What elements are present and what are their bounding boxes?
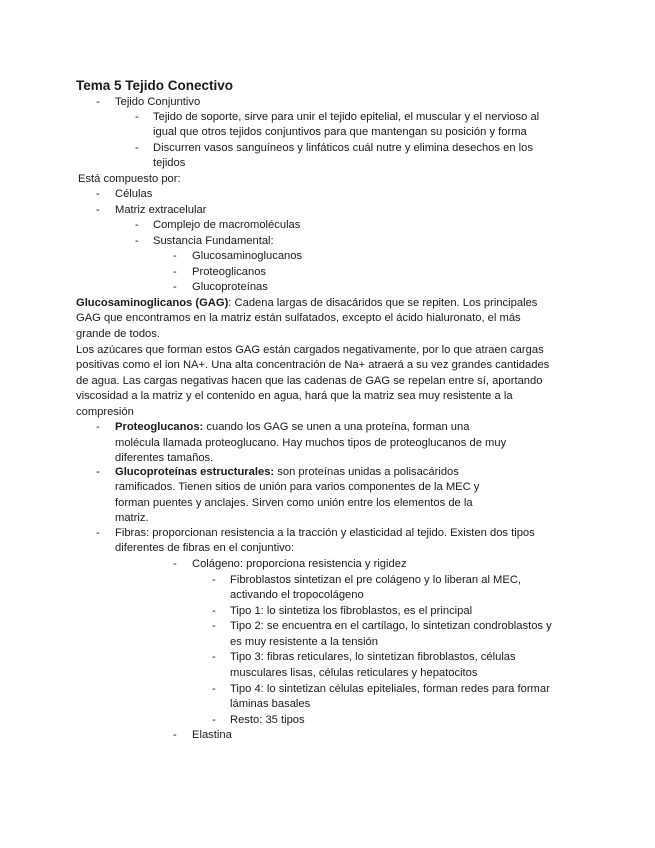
bullet-dash: -: [173, 266, 177, 278]
bullet-dash: -: [173, 281, 177, 293]
list-item-matriz: Matriz extracelular: [115, 204, 207, 216]
glucoproteinas-line: matriz.: [115, 512, 149, 524]
bullet-dash: -: [212, 574, 216, 586]
list-item-elastina: Elastina: [192, 729, 232, 741]
bullet-dash: -: [96, 96, 100, 108]
list-item-colageno: Colágeno: proporciona resistencia y rigidez: [192, 558, 407, 570]
bullet-dash: -: [135, 219, 139, 231]
bullet-dash: -: [135, 142, 139, 154]
glucoproteinas-line: forman puentes y anclajes. Sirven como unión entre los elementos de la: [115, 497, 473, 509]
list-item-text: Tejido de soporte, sirve para unir el tejido epitelial, el muscular y el nervioso al: [153, 111, 540, 123]
compuesto-intro: Está compuesto por:: [78, 173, 181, 185]
list-item-text: igual que otros tejidos conjuntivos para que mantengan su posición y forma: [153, 126, 527, 138]
fibras-line: diferentes de fibras en el conjuntivo:: [115, 542, 295, 554]
colageno-item: Tipo 4: lo sintetizan células epiteliales, forman redes para formar: [230, 683, 550, 695]
bullet-dash: -: [212, 620, 216, 632]
glucoproteinas-line: Glucoproteínas estructurales: son proteínas unidas a polisacáridos: [115, 466, 459, 478]
bullet-dash: -: [135, 111, 139, 123]
colageno-item: activando el tropocolágeno: [230, 589, 364, 601]
gag-term: Glucosaminoglicanos (GAG): [76, 297, 229, 309]
gag-paragraph-line: GAG que encontramos en la matriz están sulfatados, excepto el ácido hialuronato, el más: [76, 312, 521, 324]
proteoglucanos-term: Proteoglucanos:: [115, 421, 204, 433]
proteoglucanos-line: molécula llamada proteoglucano. Hay muchos tipos de proteoglucanos de muy: [115, 437, 507, 449]
proteoglucanos-line: diferentes tamaños.: [115, 452, 214, 464]
bullet-dash: -: [96, 204, 100, 216]
list-item-sub: Glucoproteínas: [192, 281, 268, 293]
list-item-celulas: Células: [115, 188, 153, 200]
bullet-dash: -: [96, 421, 100, 433]
bullet-dash: -: [135, 235, 139, 247]
azucares-paragraph-line: compresión: [76, 406, 134, 418]
colageno-item: Tipo 3: fibras reticulares, lo sintetizan fibroblastos, células: [230, 651, 516, 663]
colageno-item: Resto: 35 tipos: [230, 714, 305, 726]
bullet-dash: -: [96, 466, 100, 478]
colageno-item: Tipo 2: se encuentra en el cartílago, lo sintetizan condroblastos y: [230, 620, 552, 632]
list-item-sustancia: Sustancia Fundamental:: [153, 235, 274, 247]
gag-paragraph-line: grande de todos.: [76, 328, 160, 340]
azucares-paragraph-line: viscosidad a la matriz y el contenido en agua, hará que la matriz sea muy resistente a la: [76, 390, 513, 402]
colageno-item: Fibroblastos sintetizan el pre colágeno y lo liberan al MEC,: [230, 574, 522, 586]
bullet-dash: -: [173, 558, 177, 570]
colageno-item: Tipo 1: lo sintetiza los fibroblastos, es el principal: [230, 605, 473, 617]
list-item-text: tejidos: [153, 157, 186, 169]
list-item-tejido-conjuntivo: Tejido Conjuntivo: [115, 96, 201, 108]
glucoproteinas-line: ramificados. Tienen sitios de unión para varios componentes de la MEC y: [115, 481, 480, 493]
azucares-paragraph-line: Los azúcares que forman estos GAG están cargados negativamente, por lo que atraen cargas: [76, 344, 544, 356]
azucares-paragraph-line: de agua. Las cargas negativas hacen que las cadenas de GAG se repelan entre sí, aportando: [76, 375, 543, 387]
bullet-dash: -: [212, 651, 216, 663]
bullet-dash: -: [173, 250, 177, 262]
colageno-item: es muy resistente a la tensión: [230, 636, 378, 648]
bullet-dash: -: [212, 683, 216, 695]
list-item-sub: Proteoglicanos: [192, 266, 267, 278]
bullet-dash: -: [173, 729, 177, 741]
bullet-dash: -: [212, 714, 216, 726]
list-item-complejo: Complejo de macromoléculas: [153, 219, 301, 231]
bullet-dash: -: [96, 527, 100, 539]
list-item-text: Discurren vasos sanguíneos y linfáticos cuál nutre y elimina desechos en los: [153, 142, 533, 154]
list-item-sub: Glucosaminoglucanos: [192, 250, 303, 262]
page-title: Tema 5 Tejido Conectivo: [76, 78, 234, 93]
azucares-paragraph-line: positivas como el ion NA+. Una alta concentración de Na+ atraerá a su vez grandes cantidades: [76, 359, 550, 371]
bullet-dash: -: [212, 605, 216, 617]
colageno-item: musculares lisas, células reticulares y hepatocitos: [230, 667, 478, 679]
gag-paragraph-line: Glucosaminoglicanos (GAG): Cadena largas de disacáridos que se repiten. Los principales: [76, 297, 538, 309]
glucoproteinas-term: Glucoproteínas estructurales:: [115, 466, 275, 478]
proteoglucanos-line: Proteoglucanos: cuando los GAG se unen a una proteína, forman una: [115, 421, 470, 433]
fibras-line: Fibras: proporcionan resistencia a la tracción y elasticidad al tejido. Existen dos tipos: [115, 527, 535, 539]
bullet-dash: -: [96, 188, 100, 200]
colageno-item: láminas basales: [230, 698, 311, 710]
